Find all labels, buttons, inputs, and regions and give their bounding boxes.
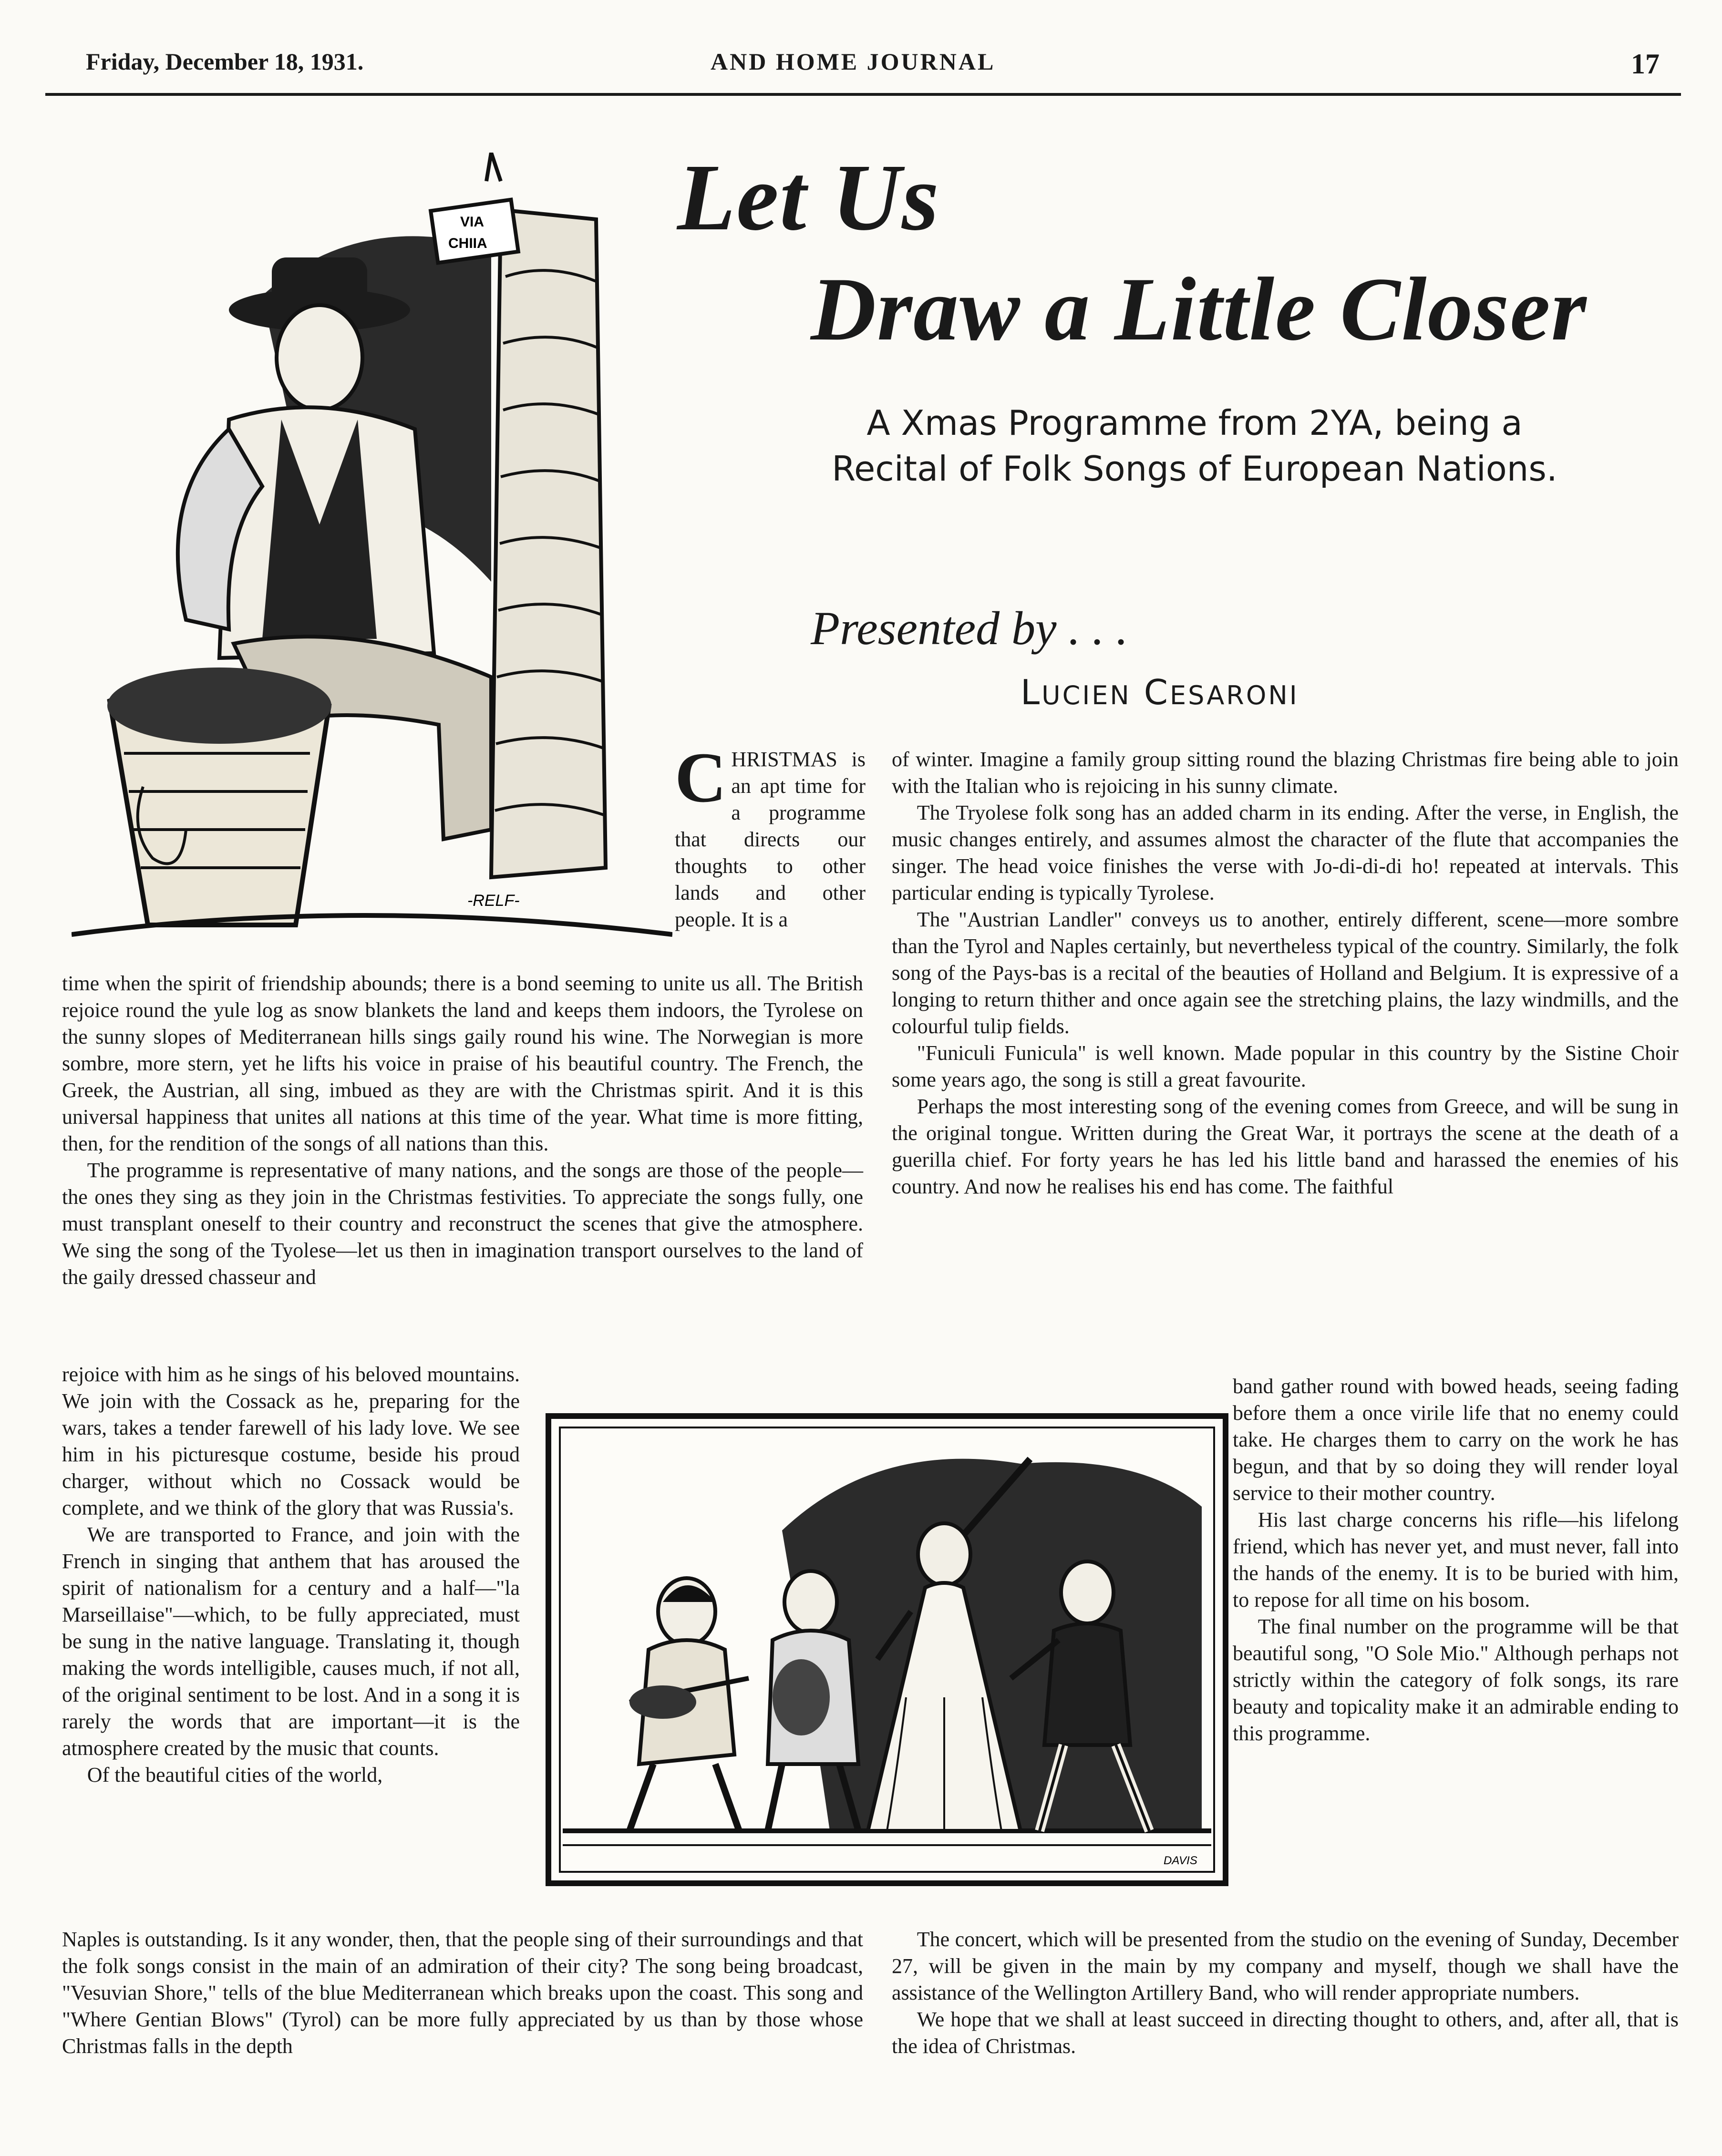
paragraph-naples: Naples is outstanding. Is it any wonder, then, that the people sing of their surroundings and that the folk songs consist in the main of an admiration of their city? The song being broadcast, "Vesuvian Shore," tells of the blue Mediterranean which breaks upon the coast. This song and "Where Gentian Blows" (Tyrol) can be more fully appreciated by us than by those whose Christmas falls in the depth [62,1928,863,2058]
illustration-dancing-musicians [544,1411,1230,1888]
left-column-narrow [62,1361,520,1788]
sign-line1: VIA [460,214,485,230]
left-column-bottom [62,1926,863,2060]
author-last-initial: C [1144,672,1170,712]
paragraph-closing: We hope that we shall at least succeed in directing thought to others, and, after all, that is the idea of Christmas. [892,2008,1679,2058]
paragraph-cossack: rejoice with him as he sings of his beloved mountains. We join with the Cossack as he, preparing for the wars, takes a tender farewell of his lady love. We see him in his picturesque costume, beside his proud charger, without which no Cossack would be complete, and we think of the glory that was Russia's. [62,1363,520,1519]
left-column-upper [62,970,863,1291]
right-column-bottom [892,1926,1679,2060]
paragraph-sole-mio: The final number on the programme will be that beautiful song, "O Sole Mio." Although perhaps not strictly within the category of folk songs, its rare beauty and topicality make it an admirable ending to this programme. [1233,1615,1679,1745]
illustration-signature-davis: DAVIS [1164,1854,1197,1867]
paragraph-austrian: The "Austrian Landler" conveys us to another, entirely different, scene—more sombre than the Tyrol and Naples certainly, but nevertheless typical of the country. Similarly, the folk song of the Pays-bas is a recital of the beauties of Holland and Belgium. It is expressive of a longing to return thither and once again see the stretching plains, the lazy windmills, and the colourful tulip fields. [892,908,1679,1038]
paragraph-funiculi: "Funiculi Funicula" is well known. Made popular in this country by the Sistine Choir some years ago, the song is still a great favourite. [892,1041,1679,1091]
author-first-initial: L [1021,672,1042,712]
paragraph-concert: The concert, which will be presented from the studio on the evening of Sunday, December 27, will be given in the main by my company and myself, though we shall have the assistance of the Wellington Artillery Band, who will render appropriate numbers. [892,1928,1679,2004]
paragraph-tyrolese: The Tryolese folk song has an added charm in its ending. After the verse, in English, the music changes entirely, and assumes almost the character of the flute that accompanies the singer. The head voice finishes the verse with Jo-di-di-di ho! repeated at intervals. This particular ending is typically Tyrolese. [892,801,1679,904]
author-last-rest: ESARONI [1169,680,1299,710]
header-date: Friday, December 18, 1931. [86,48,364,75]
paragraph-winter: of winter. Imagine a family group sitting round the blazing Christmas fire being able to join with the Italian who is rejoicing in his sunny climate. [892,748,1679,798]
paragraph-greece: Perhaps the most interesting song of the evening comes from Greece, and will be sung in the original tongue. Written during the Great War, it portrays the scene at the death of a guerilla chief. For forty years he has led his little band and harassed the enemies of his country. And now he realises his end has come. The faithful [892,1095,1679,1198]
header-page-number: 17 [1631,48,1660,80]
paragraph-naples-start: Of the beautiful cities of the world, [87,1763,383,1786]
paragraph-rifle: His last charge concerns his rifle—his lifelong friend, which has never yet, and must never, fall into the hands of the enemy. It is to be buried with him, to repose for all time on his bosom. [1233,1508,1679,1612]
drop-cap: C [675,738,727,817]
header-rule [45,93,1681,96]
subtitle: A Xmas Programme from 2YA, being a Recital of Folk Songs of European Nations. [832,403,1557,489]
illustration-man-with-basket [72,153,672,954]
headline-line2: Draw a Little Closer [811,259,1588,359]
sign-line2: CHIIA [448,236,487,251]
intro-column [675,738,866,933]
header-journal: AND HOME JOURNAL [711,48,996,75]
right-column-upper [892,746,1679,1200]
paragraph-france: We are transported to France, and join with the French in singing that anthem that has aroused the spirit of nationalism for a century and a half—"la Marseillaise"—which, to be fully appreciated, must be sung in the native language. Translating it, though making the words intelligible, causes much, if not all, of the original sentiment to be lost. And in a song it is rarely the words that are important—it is the atmosphere created by the music that counts. [62,1523,520,1760]
paragraph-guerilla: band gather round with bowed heads, seeing fading before them a once virile life that no enemy could take. He charges them to carry on the work he has begun, and that by so doing they will render loyal service to their mother country. [1233,1375,1679,1505]
author-name [1021,672,1299,712]
paragraph-programme: The programme is representative of many nations, and the songs are those of the people—the ones they sing as they join in the Christmas festivities. To appreciate the songs fully, one must transplant oneself to their country and reconstruct the scenes that give the atmosphere. We sing the song of the Tyolese—let us then in imagination transport ourselves to the land of the gaily dressed chasseur and [62,1159,863,1289]
headline-line1: Let Us [677,145,940,250]
illustration-signature-relf: -RELF- [467,892,520,910]
presented-by: Presented by . . . [811,602,1128,655]
author-first-rest: UCIEN [1041,680,1131,710]
right-column-narrow [1233,1373,1679,1747]
paragraph-friendship: time when the spirit of friendship abounds; there is a bond seeming to unite us all. The British rejoice round the yule log as snow blankets the land and keeps them indoors, the Tyrolese on the sunny slopes of Mediterranean hills sings gaily round his wine. The Norwegian is more sombre, more stern, yet he lifts his voice in praise of his beautiful country. The French, the Greek, the Austrian, all sing, imbued as they are with the Christmas spirit. And it is this universal happiness that unites all nations at this time of the year. What time is more fitting, then, for the rendition of the songs of all nations than this. [62,972,863,1155]
intro-text: HRISTMAS is an apt time for a programme that directs our thoughts to other lands and other people. It is a [675,748,866,931]
